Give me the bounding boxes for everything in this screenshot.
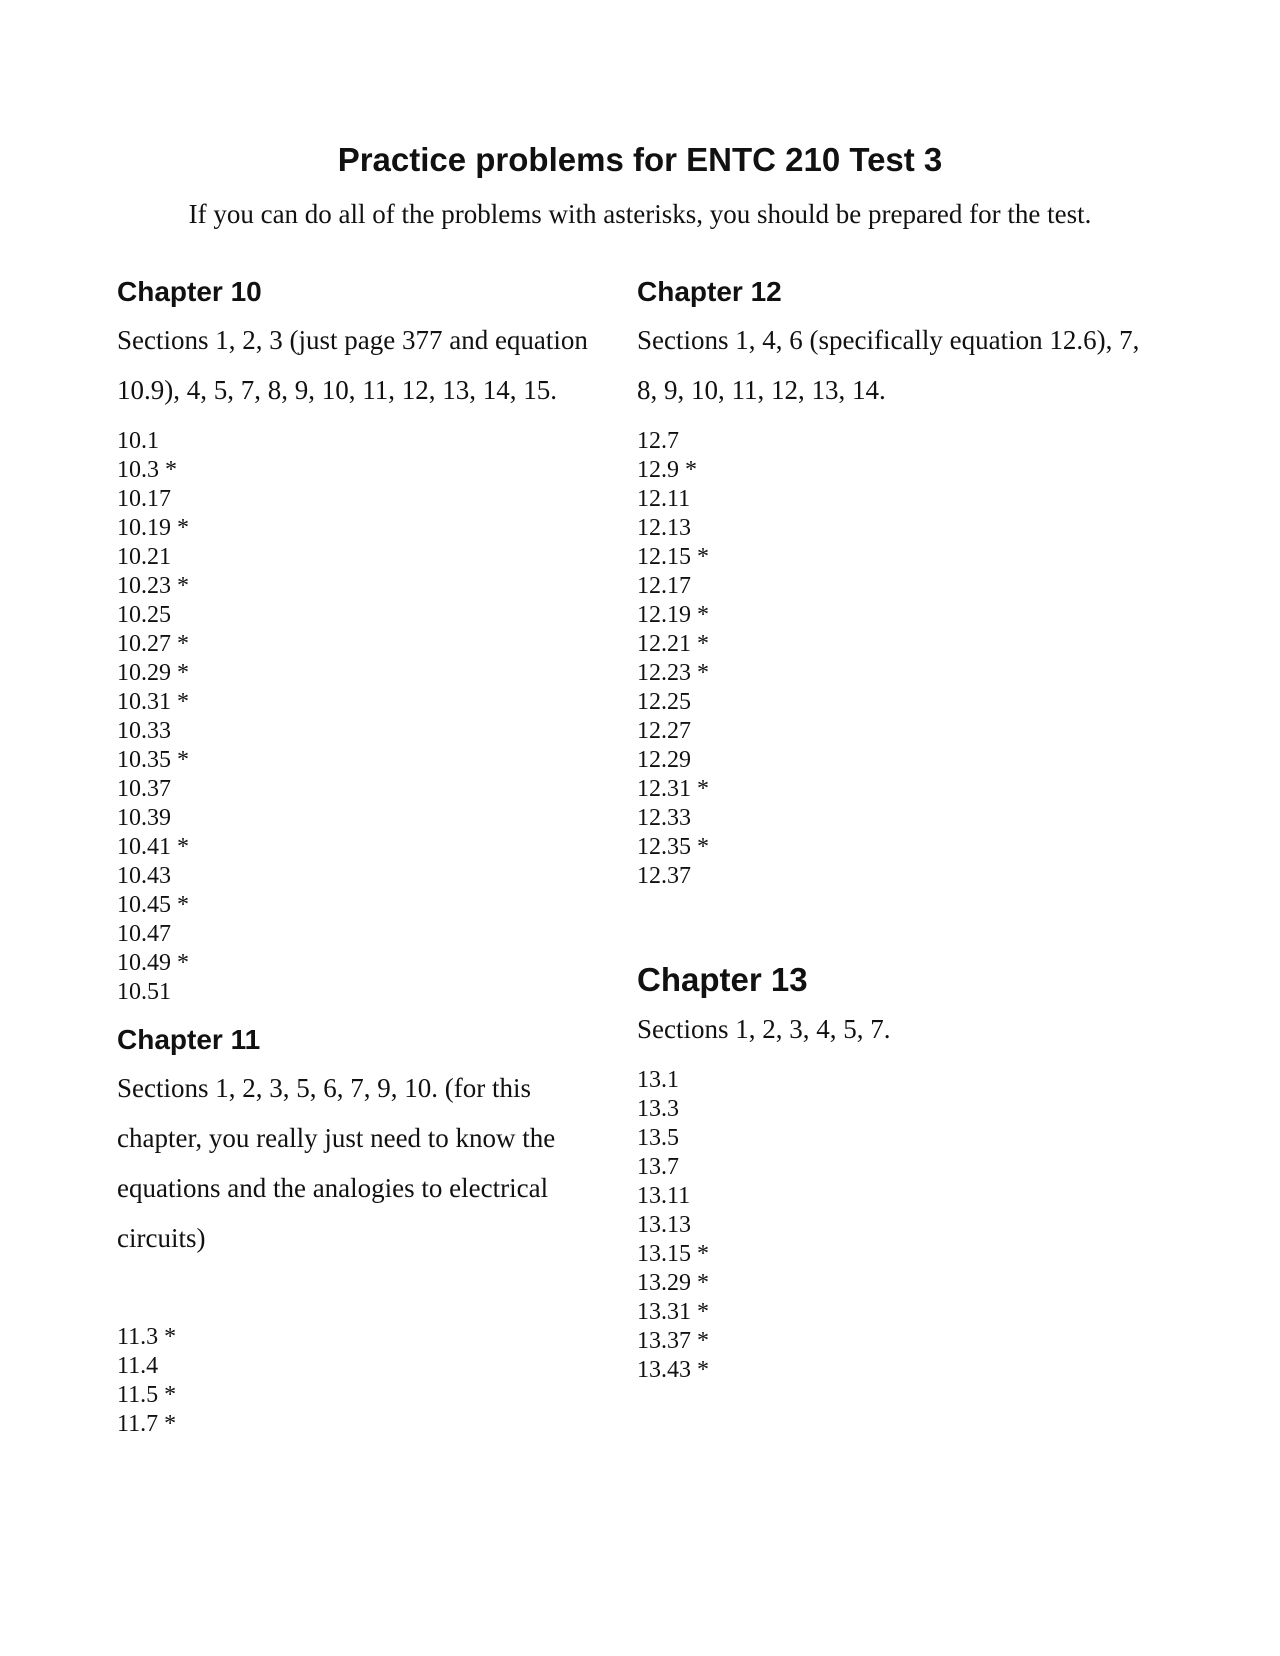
problem-item: 10.23 * (117, 573, 189, 599)
problem-item: 10.29 * (117, 660, 189, 686)
chapter-10-section (117, 275, 637, 1007)
chapter-13-description: Sections 1, 2, 3, 4, 5, 7. (637, 1014, 891, 1044)
problem-item: 13.3 (637, 1096, 679, 1122)
problem-item: 11.3 * (117, 1324, 177, 1350)
problem-item: 10.39 (117, 805, 171, 831)
problem-item: 12.23 * (637, 660, 709, 686)
problem-item: 12.7 (637, 428, 679, 454)
problem-item: 12.31 * (637, 776, 709, 802)
problem-item: 12.13 (637, 515, 691, 541)
problem-item: 12.35 * (637, 834, 709, 860)
chapter-10-description: Sections 1, 2, 3 (just page 377 and equation 10.9), 4, 5, 7, 8, 9, 10, 11, 12, 13, 14, 15. (117, 325, 588, 405)
problem-item: 12.19 * (637, 602, 709, 628)
problem-item: 12.9 * (637, 457, 697, 483)
chapter-11-description: Sections 1, 2, 3, 5, 6, 7, 9, 10. (for this chapter, you really just need to know the equations and the analogies to electrical circuits) (117, 1073, 556, 1253)
problem-item: 11.5 * (117, 1382, 177, 1408)
problem-item: 12.15 * (637, 544, 709, 570)
problem-item: 13.5 (637, 1125, 679, 1151)
problem-item: 10.21 (117, 544, 171, 570)
chapter-11-problem-list (117, 1323, 617, 1439)
chapter-12-heading: Chapter 12 (637, 276, 782, 307)
problem-item: 13.7 (637, 1154, 679, 1180)
problem-item: 11.7 * (117, 1411, 177, 1437)
problem-item: 13.13 (637, 1212, 691, 1238)
problem-item: 10.41 * (117, 834, 189, 860)
problem-item: 12.27 (637, 718, 691, 744)
chapter-12-description: Sections 1, 4, 6 (specifically equation 12.6), 7, 8, 9, 10, 11, 12, 13, 14. (637, 325, 1140, 405)
document-title: Practice problems for ENTC 210 Test 3 (337, 141, 943, 178)
document-subtitle: If you can do all of the problems with asterisks, you should be prepared for the test. (188, 199, 1092, 229)
chapter-11-section (117, 1023, 617, 1439)
problem-item: 10.45 * (117, 892, 189, 918)
problem-item: 12.11 (637, 486, 691, 512)
problem-item: 11.4 (117, 1353, 159, 1379)
problem-item: 10.19 * (117, 515, 189, 541)
problem-item: 10.51 (117, 979, 171, 1005)
problem-item: 12.21 * (637, 631, 709, 657)
problem-item: 10.3 * (117, 457, 177, 483)
problem-item: 10.27 * (117, 631, 189, 657)
problem-item: 13.11 (637, 1183, 691, 1209)
problem-item: 10.43 (117, 863, 171, 889)
problem-item: 10.17 (117, 486, 171, 512)
problem-item: 12.37 (637, 863, 691, 889)
problem-item: 12.17 (637, 573, 691, 599)
problem-item: 10.47 (117, 921, 171, 947)
chapter-11-heading: Chapter 11 (117, 1024, 261, 1055)
problem-item: 13.43 * (637, 1357, 709, 1383)
problem-item: 12.29 (637, 747, 691, 773)
problem-item: 13.37 * (637, 1328, 709, 1354)
problem-item: 12.25 (637, 689, 691, 715)
chapter-13-heading: Chapter 13 (637, 961, 808, 998)
problem-item: 12.33 (637, 805, 691, 831)
problem-item: 10.1 (117, 428, 159, 454)
problem-item: 10.25 (117, 602, 171, 628)
problem-item: 10.49 * (117, 950, 189, 976)
chapter-13-section (637, 960, 1157, 1385)
chapter-10-heading: Chapter 10 (117, 276, 262, 307)
problem-item: 13.29 * (637, 1270, 709, 1296)
problem-item: 13.1 (637, 1067, 679, 1093)
problem-item: 10.31 * (117, 689, 189, 715)
problem-item: 10.35 * (117, 747, 189, 773)
problem-item: 13.31 * (637, 1299, 709, 1325)
problem-item: 10.37 (117, 776, 171, 802)
chapter-10-problem-list (117, 427, 637, 1007)
chapter-13-problem-list (637, 1066, 1157, 1385)
chapter-12-section (637, 275, 1157, 891)
problem-item: 13.15 * (637, 1241, 709, 1267)
chapter-12-problem-list (637, 427, 1157, 891)
problem-item: 10.33 (117, 718, 171, 744)
